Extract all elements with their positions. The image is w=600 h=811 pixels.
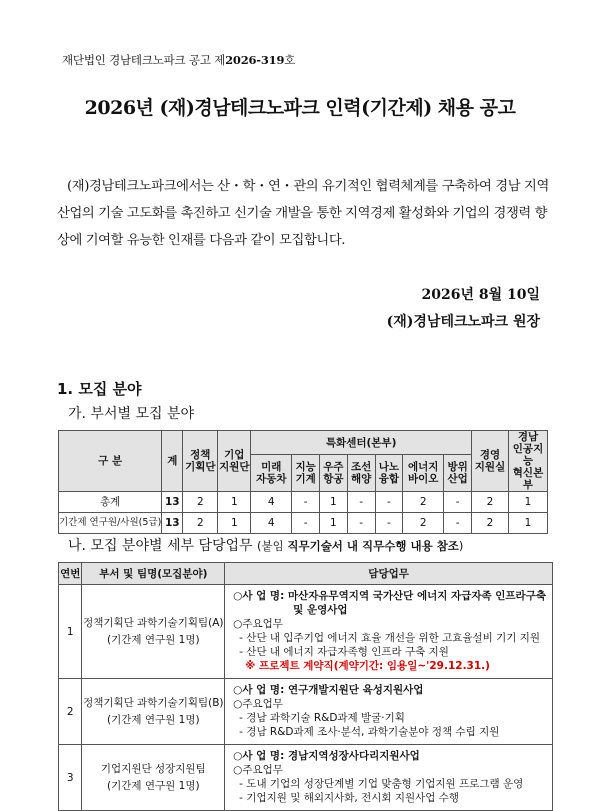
intro-paragraph: (재)경남테크노파크에서는 산・학・연・관의 유기적인 협력체계를 구축하여 경남 지역산업의 기술 고도화를 촉진하고 신기술 개발을 통한 지역경제 활성화와 기업의 경쟁력 향상에 기여할 유능한 인재를 다음과 같이 모집합니다.	[57, 179, 549, 248]
notice-prefix: 재단법인 경남테크노파크 공고 제	[62, 53, 226, 67]
table-row	[59, 513, 548, 534]
cell: 2	[183, 492, 218, 513]
notice-date: 2026년 8월 10일	[421, 287, 540, 303]
notice-suffix: 호	[284, 53, 296, 67]
cell: -	[292, 513, 320, 534]
th-mgmt: 경영 지원실	[472, 431, 509, 492]
th-sub-energy: 에너지 바이오	[403, 455, 444, 492]
dept-cell	[82, 585, 225, 679]
cell: 1	[509, 492, 548, 513]
th-company: 기업 지원단	[218, 431, 251, 492]
section-1-heading: 1. 모집 분야	[57, 380, 142, 398]
ref-bold: 직무기술서 내 직무수행 내용 참조	[287, 539, 459, 553]
cell: 2	[472, 513, 509, 534]
row-number: 3	[59, 745, 82, 811]
duty-item: - 도내 기업의 성장단계별 기업 맞춤형 기업지원 프로그램 운영	[239, 778, 524, 790]
cell: 1	[218, 513, 251, 534]
recruitment-by-dept-table	[58, 430, 548, 534]
cell: -	[375, 513, 403, 534]
cell: 13	[162, 492, 183, 513]
section-1b-ref	[257, 539, 463, 553]
th-policy: 정책 기획단	[183, 431, 218, 492]
th-no: 연번	[59, 563, 82, 585]
cell: 4	[251, 513, 292, 534]
cell: 2	[403, 492, 444, 513]
cell: -	[375, 492, 403, 513]
project-line	[233, 589, 546, 603]
project-name: 연구개발지원단 육성지원사업	[287, 684, 424, 696]
th-sub-nano: 나노 융합	[375, 455, 403, 492]
cell: -	[347, 513, 375, 534]
table-row	[59, 585, 553, 679]
duty-cell	[225, 745, 553, 811]
cell: -	[444, 492, 472, 513]
duty-heading: ○주요업무	[233, 764, 283, 776]
table-row	[59, 679, 553, 745]
row-label: 총계	[59, 492, 162, 513]
ref-suffix: )	[458, 539, 464, 553]
table-row	[59, 492, 548, 513]
contract-note: ※ 프로젝트 계약직(계약기간: 임용일~'29.12.31.)	[245, 660, 490, 672]
project-line	[233, 683, 546, 697]
th-sub-auto: 미래 자동차	[251, 455, 292, 492]
th-total: 계	[162, 431, 183, 492]
cell: 2	[472, 492, 509, 513]
project-label: ○사 업 명:	[233, 684, 288, 696]
cell: 2	[403, 513, 444, 534]
th-ai: 경남 인공지능 혁신본부	[509, 431, 548, 492]
cell: 1	[509, 513, 548, 534]
cell: -	[292, 492, 320, 513]
row-number: 2	[59, 679, 82, 745]
project-name: 마산자유무역지역 국가산단 에너지 자급자족 인프라구축	[287, 590, 546, 602]
th-special-center: 특화센터(본부)	[251, 431, 472, 455]
duty-cell	[225, 679, 553, 745]
section-1a-heading: 가. 부서별 모집 분야	[68, 406, 194, 422]
dept-name: 기업지원단 성장지원팀	[100, 762, 206, 775]
employment-type: (기간제 연구원 1명)	[107, 779, 200, 792]
employment-type: (기간제 연구원 1명)	[107, 633, 200, 646]
cell: -	[347, 492, 375, 513]
duty-cell	[225, 585, 553, 679]
th-sub-machine: 지능 기계	[292, 455, 320, 492]
duty-item: - 경남 과학기술 R&D과제 발굴·기획	[239, 712, 405, 724]
project-name: 경남지역성장사다리지원사업	[287, 750, 420, 762]
th-sub-defense: 방위 산업	[444, 455, 472, 492]
duty-item: - 산단 내 에너지 자급자족형 인프라 구축 지원	[239, 646, 449, 658]
row-number: 1	[59, 585, 82, 679]
ref-prefix: (붙임	[257, 539, 288, 553]
dept-cell	[82, 679, 225, 745]
employment-type: (기간제 연구원 1명)	[107, 713, 200, 726]
dept-cell	[82, 745, 225, 811]
dept-name: 정책기획단 과학기술기획팀(B)	[83, 696, 224, 709]
th-gubun: 구 분	[59, 431, 162, 492]
issuer-name: (재)경남테크노파크 원장	[386, 314, 540, 330]
section-1b-heading	[68, 535, 463, 555]
cell: 1	[218, 492, 251, 513]
table-row	[59, 745, 553, 811]
duties-table	[58, 562, 553, 811]
duty-heading: ○주요업무	[233, 698, 283, 710]
notice-number-line	[62, 52, 295, 68]
duty-item: - 경남 R&D과제 조사·분석, 과학기술분야 정책 수립 지원	[239, 726, 500, 738]
cell: 2	[183, 513, 218, 534]
row-label: 기간제 연구원/사원(5급)	[59, 513, 162, 534]
project-line	[233, 749, 546, 763]
cell: 4	[251, 492, 292, 513]
th-sub-ship: 조선 해양	[347, 455, 375, 492]
cell: 1	[320, 492, 348, 513]
notice-number: 2026-319	[225, 53, 285, 67]
dept-name: 정책기획단 과학기술기획팀(A)	[83, 616, 224, 629]
th-sub-aero: 우주 항공	[320, 455, 348, 492]
project-line-cont: 및 운영사업	[293, 604, 348, 616]
cell: -	[444, 513, 472, 534]
project-label: ○사 업 명:	[233, 590, 288, 602]
project-label: ○사 업 명:	[233, 750, 288, 762]
duty-item: - 산단 내 입주기업 에너지 효율 개선을 위한 고효율설비 기기 지원	[239, 632, 541, 644]
page-title: 2026년 (재)경남테크노파크 인력(기간제) 채용 공고	[84, 97, 516, 119]
section-1b-title: 나. 모집 분야별 세부 담당업무	[68, 538, 253, 554]
duty-item: - 기업지원 및 해외지사화, 전시회 지원사업 수행	[239, 792, 460, 804]
cell: 1	[320, 513, 348, 534]
cell: 13	[162, 513, 183, 534]
duty-heading: ○주요업무	[233, 618, 283, 630]
th-duty: 담당업무	[225, 563, 553, 585]
th-dept: 부서 및 팀명(모집분야)	[82, 563, 225, 585]
